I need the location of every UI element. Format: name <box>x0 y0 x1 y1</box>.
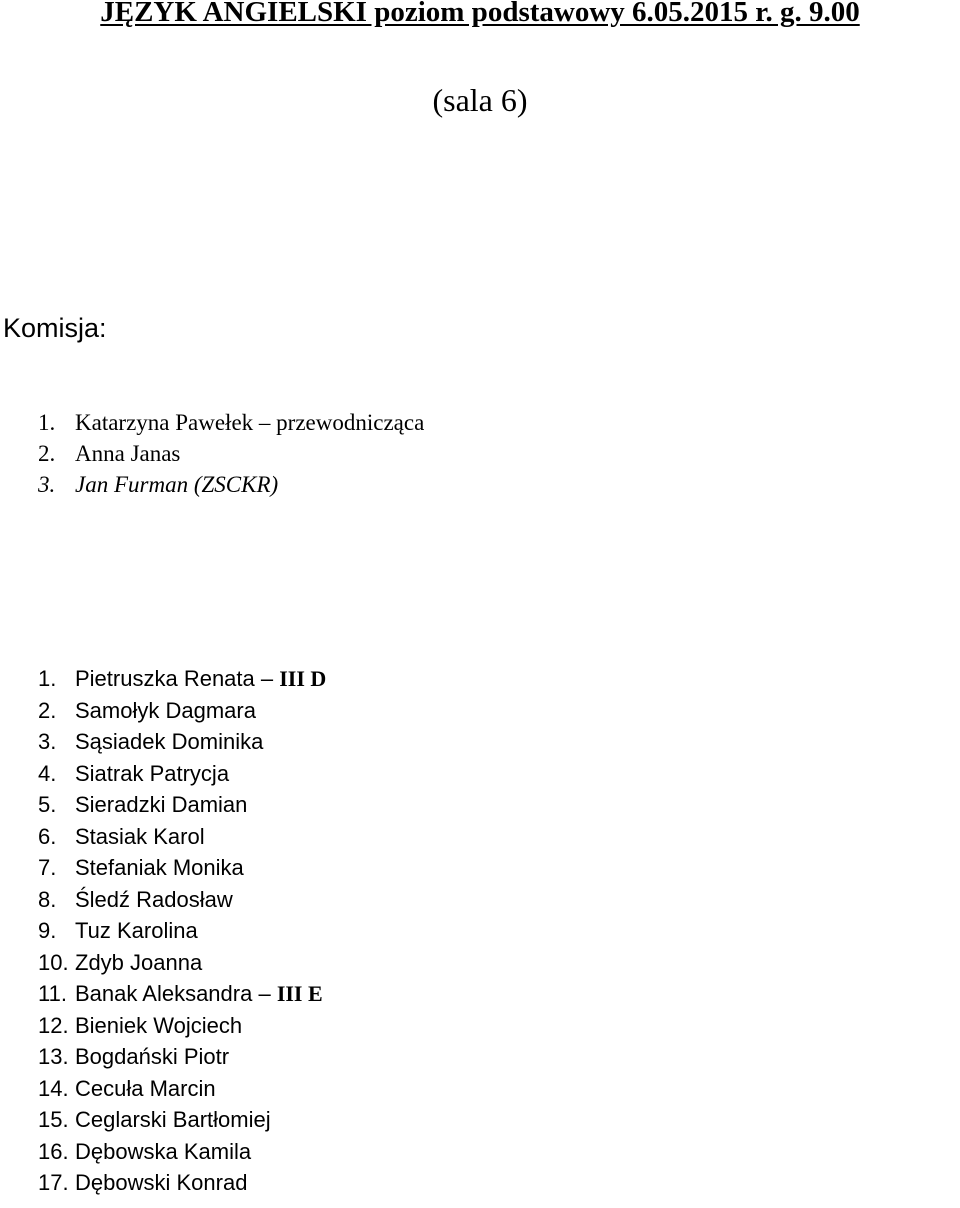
separator-dash: – <box>254 666 280 691</box>
class-label: III E <box>276 981 323 1006</box>
student-number: 7. <box>38 855 57 880</box>
student-number: 4. <box>38 760 57 786</box>
student-name-line <box>75 758 229 790</box>
student-name-line <box>75 695 256 727</box>
student-number: 15. <box>38 1107 69 1132</box>
student-number: 6. <box>38 823 57 849</box>
student-name: Dębowski Konrad <box>75 1170 248 1195</box>
member-text: Jan Furman (ZSCKR) <box>75 472 279 497</box>
member-number: 1. <box>38 410 56 435</box>
student-number: 11. <box>38 981 67 1006</box>
student-number: 8. <box>38 886 57 912</box>
student-number: 14. <box>38 1075 69 1101</box>
student-name: Śledź Radosław <box>75 886 233 912</box>
member-text: Katarzyna Pawełek – przewodnicząca <box>75 410 425 435</box>
class-label: III D <box>279 666 327 691</box>
student-name-line <box>75 789 247 821</box>
student-name: Cecuła Marcin <box>75 1075 216 1101</box>
separator-dash: – <box>252 981 277 1006</box>
student-name: Stefaniak Monika <box>75 855 244 880</box>
member-number: 2. <box>38 441 56 466</box>
student-name-line <box>75 915 198 947</box>
student-name: Stasiak Karol <box>75 823 205 849</box>
student-name: Ceglarski Bartłomiej <box>75 1107 271 1132</box>
student-number: 12. <box>38 1012 69 1038</box>
student-number: 1. <box>38 666 57 691</box>
student-name: Banak Aleksandra <box>75 981 253 1006</box>
student-name-line <box>75 1073 216 1105</box>
student-name-line <box>75 978 323 1010</box>
student-name: Sieradzki Damian <box>75 792 248 817</box>
student-name: Siatrak Patrycja <box>75 760 230 786</box>
member-text: Anna Janas <box>75 441 181 466</box>
student-name-line <box>75 663 326 695</box>
student-number: 17. <box>38 1170 69 1195</box>
student-name-line <box>75 1104 271 1136</box>
student-name: Pietruszka Renata <box>75 666 255 691</box>
student-name: Bieniek Wojciech <box>75 1012 243 1038</box>
page-title: JĘZYK ANGIELSKI poziom podstawowy 6.05.2015 r. g. 9.00 <box>100 0 860 28</box>
student-name: Zdyb Joanna <box>75 949 203 975</box>
student-number: 16. <box>38 1138 69 1164</box>
room-subtitle: (sala 6) <box>432 82 528 118</box>
student-name: Sąsiadek Dominika <box>75 729 264 754</box>
student-name-line <box>75 1041 229 1073</box>
student-name-line <box>75 1010 242 1042</box>
student-number: 2. <box>38 697 57 723</box>
student-number: 3. <box>38 729 57 754</box>
student-number: 5. <box>38 792 57 817</box>
student-name-line <box>75 852 244 884</box>
student-number: 10. <box>38 949 69 975</box>
student-name: Dębowska Kamila <box>75 1138 252 1164</box>
student-number: 13. <box>38 1044 69 1069</box>
student-name: Tuz Karolina <box>75 918 198 943</box>
student-name: Bogdański Piotr <box>75 1044 230 1069</box>
student-name-line <box>75 1136 251 1168</box>
member-number: 3. <box>38 472 56 497</box>
student-name-line <box>75 947 202 979</box>
student-name-line <box>75 884 233 916</box>
student-name-line <box>75 821 205 853</box>
student-name-line <box>75 1167 247 1199</box>
student-name: Samołyk Dagmara <box>75 697 256 723</box>
student-number: 9. <box>38 918 57 943</box>
committee-label: Komisja: <box>3 313 107 343</box>
student-name-line <box>75 726 263 758</box>
